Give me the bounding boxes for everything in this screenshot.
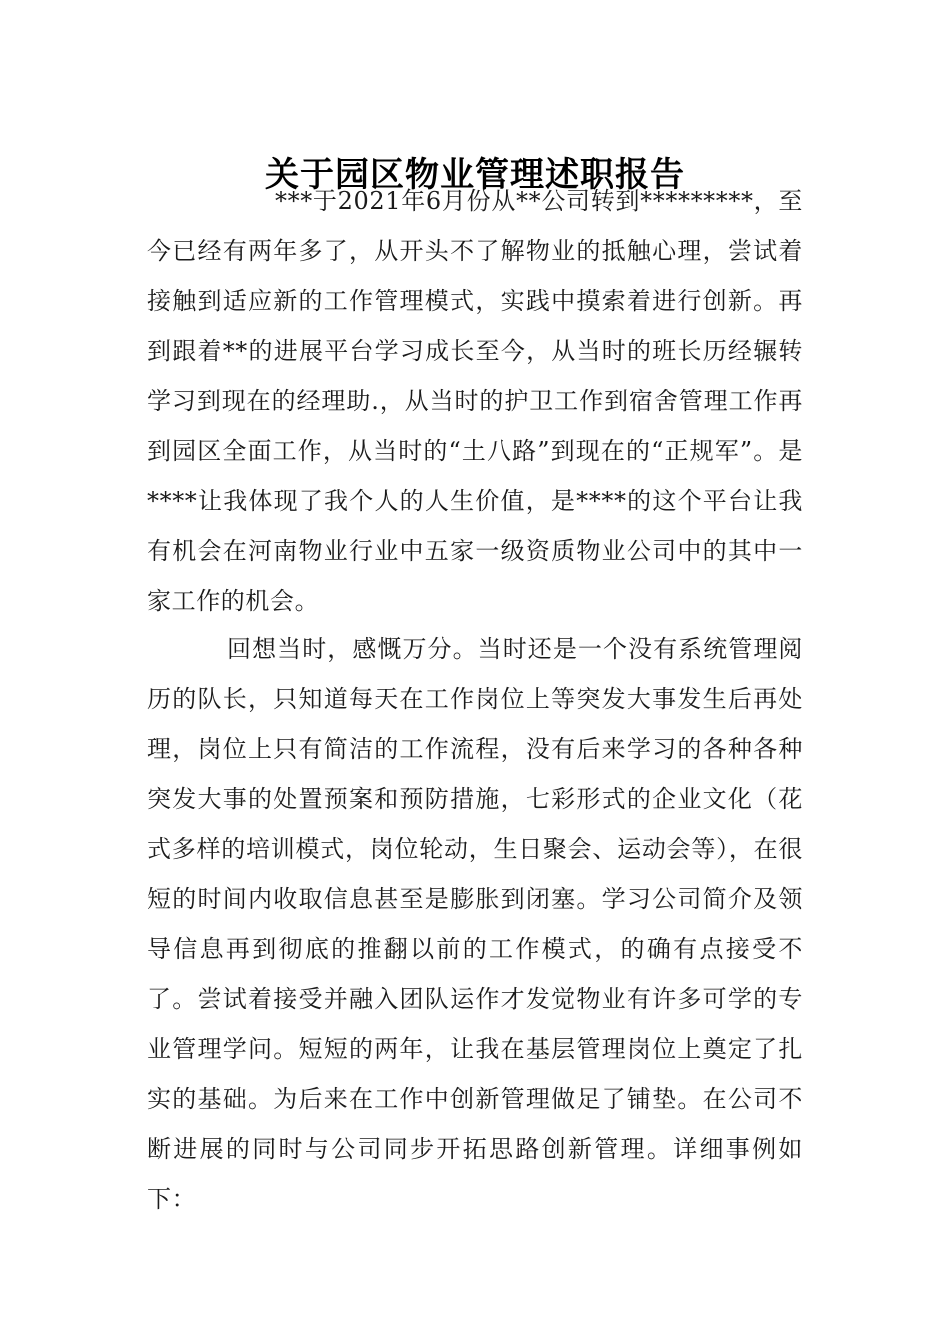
document-title: 关于园区物业管理述职报告: [265, 154, 685, 195]
paragraph-1: ***于2021年6月份从**公司转到*********，至今已经有两年多了，从开头不了解物业的抵触心理，尝试着接触到适应新的工作管理模式，实践中摸索着进行创新。再到跟着**的进展平台学习成长至今，从当时的班长历经辗转学习到现在的经理助.，从当时的护卫工作到宿舍管理工作再到园区全面工作，从当时的“土八路”到现在的“正规军”。是****让我体现了我个人的人生价值，是****的这个平台让我有机会在河南物业行业中五家一级资质物业公司中的其中一家工作的机会。: [147, 187, 803, 615]
paragraph-2: 回想当时，感慨万分。当时还是一个没有系统管理阅历的队长，只知道每天在工作岗位上等突发大事发生后再处理，岗位上只有简洁的工作流程，没有后来学习的各种各种突发大事的处置预案和预防措施，七彩形式的企业文化（花式多样的培训模式，岗位轮动，生日聚会、运动会等），在很短的时间内收取信息甚至是膨胀到闭塞。学习公司简介及领导信息再到彻底的推翻以前的工作模式，的确有点接受不了。尝试着接受并融入团队运作才发觉物业有许多可学的专业管理学问。短短的两年，让我在基层管理岗位上奠定了扎实的基础。为后来在工作中创新管理做足了铺垫。在公司不断进展的同时与公司同步开拓思路创新管理。详细事例如下：: [147, 635, 803, 1213]
